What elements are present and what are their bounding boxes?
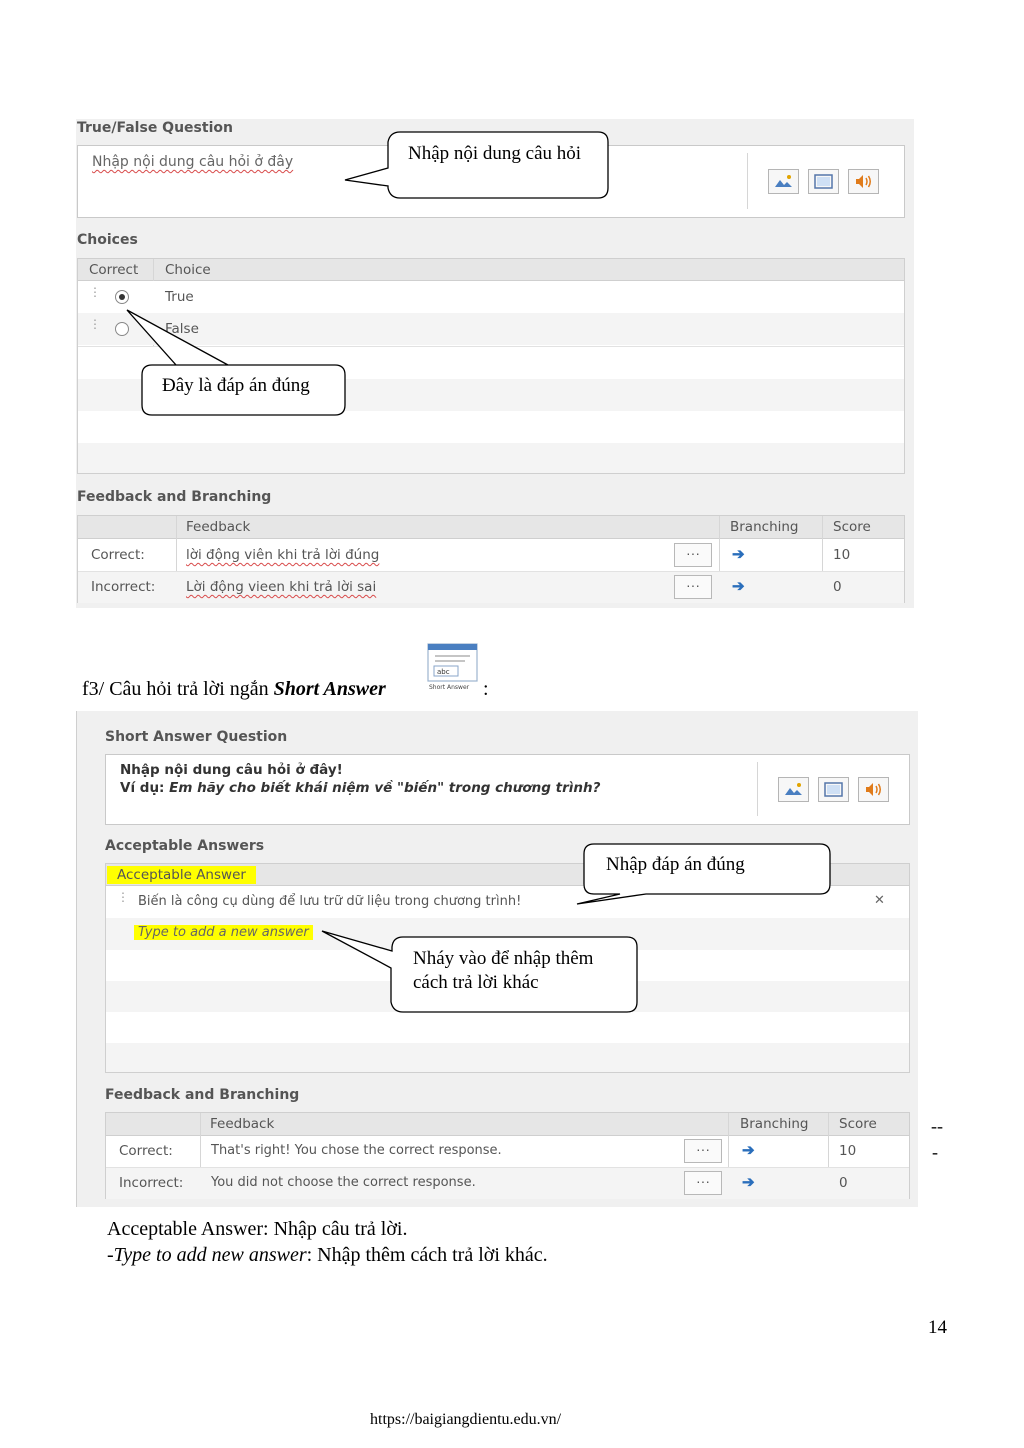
incorrect-feedback-more-button[interactable]: ··· <box>684 1171 722 1195</box>
footer-url[interactable]: https://baigiangdientu.edu.vn/ <box>370 1411 562 1428</box>
col-score: Score <box>839 1116 877 1132</box>
correct-label: Correct: <box>91 547 145 563</box>
short-answer-tool-icon <box>427 643 478 695</box>
incorrect-feedback-more-button[interactable]: ··· <box>674 575 712 599</box>
callout-question-content: Nhập nội dung câu hỏi <box>408 143 582 164</box>
sa-feedback-title: Feedback and Branching <box>105 1087 300 1103</box>
correct-feedback-more-button[interactable]: ··· <box>684 1139 722 1163</box>
short-answer-icon <box>427 643 478 683</box>
margin-mark-bottom: - <box>932 1142 938 1162</box>
choice-label-false: False <box>165 321 199 337</box>
sa-feedback-table <box>105 1112 910 1199</box>
heading-prefix: f3/ Câu hỏi trả lời ngắn <box>82 678 274 700</box>
sa-question-line1: Nhập nội dung câu hỏi ở đây! <box>120 762 343 778</box>
col-acceptable-answer: Acceptable Answer <box>107 866 256 884</box>
note-line-2-italic: -Type to add new answer <box>107 1244 307 1266</box>
audio-icon <box>859 778 888 801</box>
choice-label-true: True <box>165 289 194 305</box>
short-answer-icon-caption: Short Answer <box>429 684 470 691</box>
incorrect-score[interactable]: 0 <box>833 579 842 595</box>
col-branching: Branching <box>730 519 799 535</box>
correct-score[interactable]: 10 <box>839 1143 857 1159</box>
sa-feedback-row-correct <box>106 1136 909 1167</box>
media-divider <box>757 762 758 816</box>
sa-question-input[interactable] <box>105 754 910 825</box>
sa-feedback-header <box>106 1113 909 1136</box>
col-feedback: Feedback <box>210 1116 275 1132</box>
insert-audio-button[interactable] <box>858 777 889 802</box>
col-score: Score <box>833 519 871 535</box>
callout-add-more-answers: Nháy vào để nhập thêm cách trả lời khác <box>413 948 594 993</box>
acceptable-answers-title: Acceptable Answers <box>105 838 265 854</box>
video-icon <box>819 778 848 801</box>
sa-question-label: Ví dụ: <box>120 780 165 796</box>
callout-shapes-bottom <box>0 830 1024 1030</box>
feedback-title: Feedback and Branching <box>77 489 272 505</box>
incorrect-branching-arrow-icon[interactable]: ➔ <box>742 1174 755 1191</box>
drag-handle-icon[interactable]: ⋮ <box>89 285 101 299</box>
empty-row <box>106 1043 909 1072</box>
heading-bold: Short Answer <box>273 678 386 700</box>
answer-text[interactable]: Biến là công cụ dùng để lưu trữ dữ liệu trong chương trình! <box>138 894 522 909</box>
correct-branching-arrow-icon[interactable]: ➔ <box>732 546 745 563</box>
section-heading <box>82 678 386 701</box>
short-answer-title: Short Answer Question <box>105 729 288 745</box>
incorrect-score[interactable]: 0 <box>839 1175 848 1191</box>
callout-acceptable-answer: Nhập đáp án đúng <box>606 854 745 875</box>
correct-score[interactable]: 10 <box>833 547 851 563</box>
sa-feedback-row-incorrect <box>106 1167 909 1199</box>
page-number: 14 <box>928 1317 947 1338</box>
col-choice: Choice <box>165 262 211 278</box>
callout-shapes-top <box>0 0 1024 620</box>
add-answer-input[interactable]: Type to add a new answer <box>134 925 313 940</box>
col-feedback: Feedback <box>186 519 251 535</box>
note-line-1: Acceptable Answer: Nhập câu trả lời. <box>107 1218 408 1240</box>
incorrect-feedback-input[interactable]: Lời động vieen khi trả lời sai <box>186 579 377 595</box>
col-correct: Correct <box>89 262 139 278</box>
sa-question-line2 <box>120 780 600 796</box>
incorrect-label: Incorrect: <box>91 579 156 595</box>
correct-feedback-more-button[interactable]: ··· <box>674 543 712 567</box>
drag-handle-icon[interactable]: ⋮ <box>117 890 129 904</box>
note-line-2 <box>107 1244 548 1267</box>
insert-video-button[interactable] <box>818 777 849 802</box>
icon-abc-text: abc <box>437 668 450 676</box>
callout-correct-answer: Đây là đáp án đúng <box>162 375 310 396</box>
note-line-2-rest: : Nhập thêm cách trả lời khác. <box>306 1244 548 1266</box>
remove-answer-close-icon[interactable]: ✕ <box>874 893 885 908</box>
col-branching: Branching <box>740 1116 809 1132</box>
correct-branching-arrow-icon[interactable]: ➔ <box>742 1142 755 1159</box>
true-false-title: True/False Question <box>77 120 233 136</box>
sa-question-example: Em hãy cho biết khái niệm về "biến" trong chương trình? <box>169 780 601 796</box>
insert-image-button[interactable] <box>778 777 809 802</box>
incorrect-feedback-input[interactable]: You did not choose the correct response. <box>211 1175 476 1190</box>
choices-title: Choices <box>77 232 138 248</box>
correct-feedback-input[interactable]: lời động viên khi trả lời đúng <box>186 547 380 563</box>
question-placeholder: Nhập nội dung câu hỏi ở đây <box>92 154 294 170</box>
heading-suffix: : <box>483 678 489 700</box>
correct-label: Correct: <box>119 1143 173 1159</box>
drag-handle-icon[interactable]: ⋮ <box>89 317 101 331</box>
incorrect-branching-arrow-icon[interactable]: ➔ <box>732 578 745 595</box>
image-icon <box>779 778 808 801</box>
margin-mark-top: -- <box>931 1116 943 1136</box>
incorrect-label: Incorrect: <box>119 1175 184 1191</box>
correct-feedback-input[interactable]: That's right! You chose the correct response. <box>211 1143 502 1158</box>
